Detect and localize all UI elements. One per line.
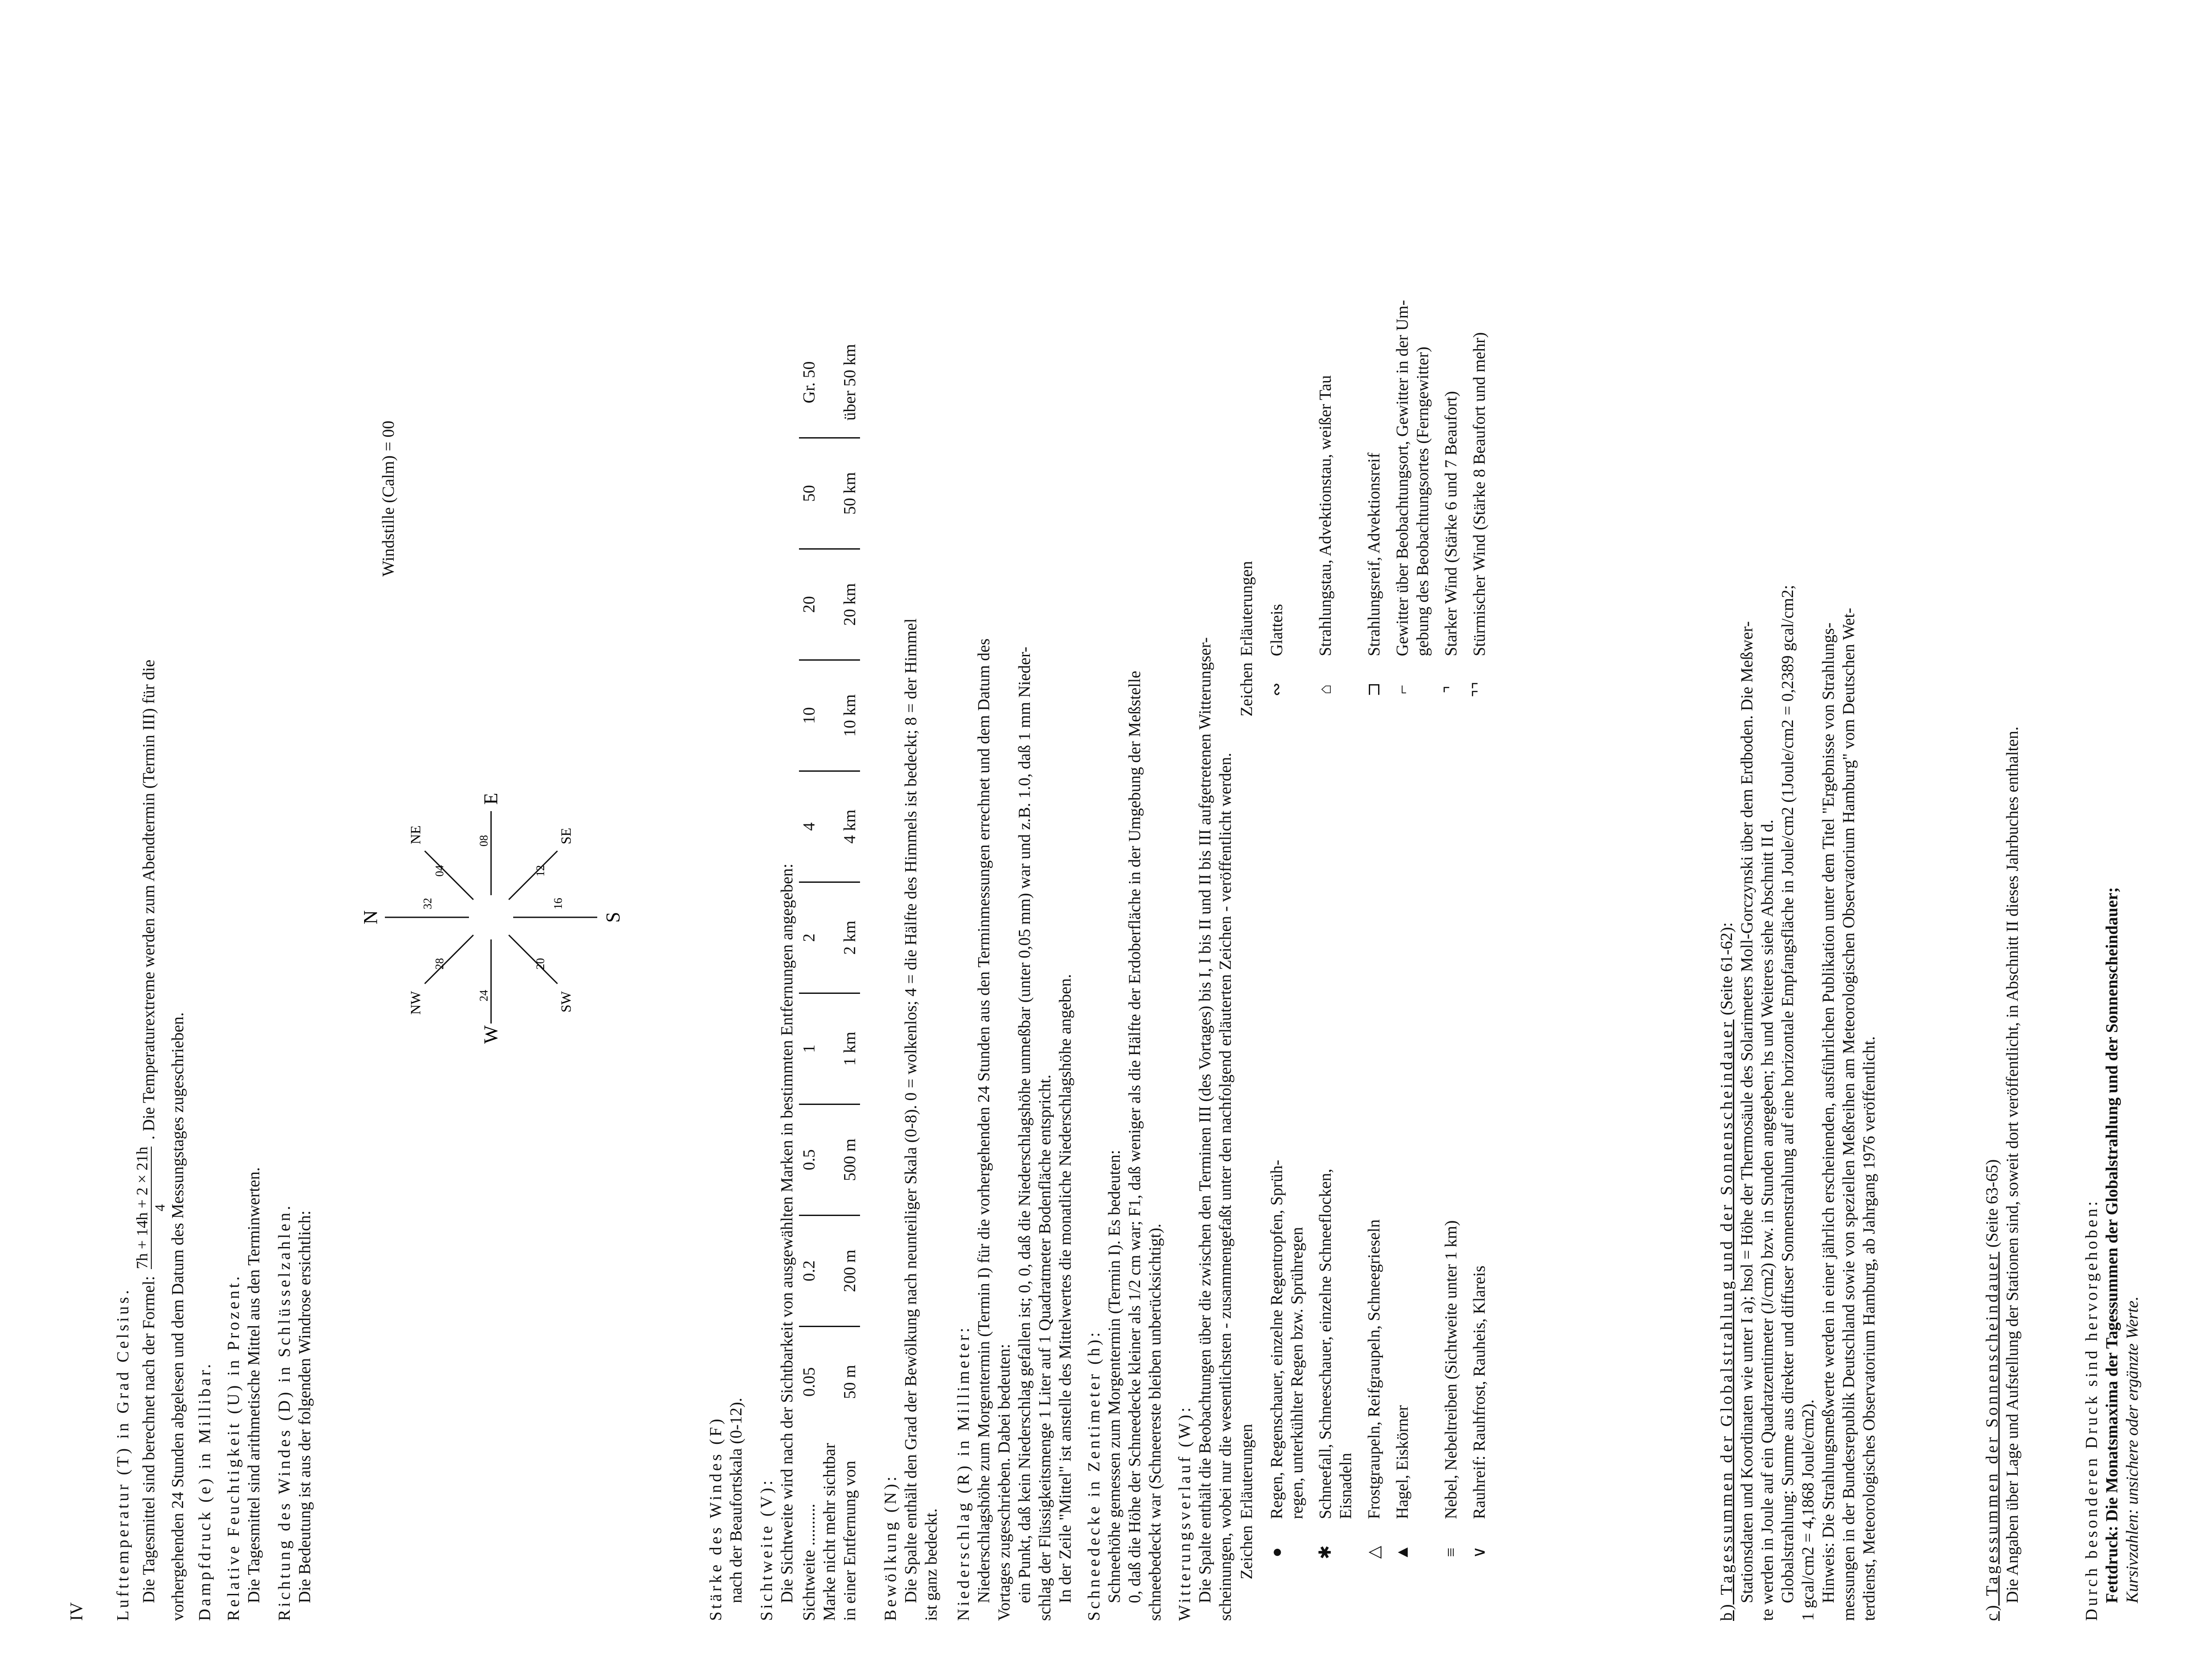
- precipitation-line: Niederschlagshöhe zum Morgentermin (Termin I) für die vorhergehenden 24 Stunden aus den Terminmessungen errechnet und dem Datum des: [975, 638, 993, 1603]
- weather-explanation: Rauhreif: Rauhfrost, Rauheis, Klareis: [1470, 1265, 1489, 1519]
- rose-label-sw: SW: [558, 991, 574, 1012]
- sunshine-text: Die Angaben über Lage und Aufstellung der Stationen sind, soweit dort veröffentlicht, in Abschnitt II dieses Jahrbuches enthalten.: [2003, 726, 2022, 1603]
- section-global-radiation: [1717, 19, 1879, 1621]
- thunderstorm-symbol-icon: ⌐: [1393, 685, 1412, 694]
- hail-symbol-icon: ▲: [1393, 1544, 1412, 1561]
- global-radiation-line: Hinweis: Die Strahlungsmeßwerte werden in einer jährlich erscheinenden, ausführlichen Publikation unter dem Titel "Ergebnisse von Strahlungs-: [1819, 622, 1838, 1603]
- col-header-explanation: Erläuterungen: [1237, 1424, 1256, 1519]
- cloud-cover-heading: Bewölkung (N):: [881, 1474, 900, 1621]
- rose-label-w: W: [480, 1025, 502, 1044]
- visibility-distance: 20 km: [840, 549, 860, 660]
- wind-direction-heading: Richtung des Windes (D) in Schlüsselzahlen.: [275, 1203, 294, 1621]
- section-weather-history: [1175, 28, 1236, 1621]
- snow-cover-heading: Schneedecke in Zentimeter (h):: [1085, 1330, 1103, 1621]
- rain-symbol-icon: ●: [1267, 1547, 1286, 1558]
- weather-symbols-left: [1237, 833, 1490, 1585]
- frost-symbol-icon: ⊐: [1365, 682, 1383, 697]
- visibility-distance: 50 m: [841, 1365, 859, 1399]
- global-radiation-line: 1 gcal/cm2 = 4,1868 Joule/cm2).: [1799, 1399, 1817, 1621]
- rose-label-e: E: [480, 793, 502, 805]
- rose-label-ne: NE: [407, 825, 423, 844]
- wind-force-heading: Stärke des Windes (F): [707, 1416, 725, 1621]
- visibility-distance: 4 km: [840, 771, 860, 882]
- weather-explanation: Glatteis: [1267, 604, 1286, 656]
- weather-explanation: Strahlungsreif, Advektionsreif: [1365, 452, 1383, 656]
- rose-code-08: 08: [477, 835, 490, 847]
- precipitation-line: ein Punkt, daß kein Niederschlag gefallen ist; 0, 0, daß die Niederschlagshöhe unmeßbar (unter 0,05 mm) war und z.B. 1.0, daß 1 mm Nieder-: [1015, 647, 1034, 1603]
- weather-explanation: Stürmischer Wind (Stärke 8 Beaufort und mehr): [1470, 332, 1489, 656]
- visibility-distance: 1 km: [840, 993, 860, 1104]
- visibility-distance: 50 km: [840, 438, 860, 549]
- wind-direction-text: Die Bedeutung ist aus der folgenden Windrose ersichtlich:: [296, 1210, 314, 1603]
- col-header-symbol: Zeichen: [1237, 662, 1256, 717]
- cloud-cover-text-2: ist ganz bedeckt.: [922, 1508, 941, 1621]
- visibility-value: 1: [799, 993, 819, 1104]
- snow-cover-line: Schneehöhe gemessen zum Morgentermin (Termin I). Es bedeuten:: [1105, 1150, 1124, 1603]
- weather-explanation: Hagel, Eiskörner: [1393, 1405, 1412, 1519]
- global-radiation-line: te werden in Joule auf ein Quadratzentimeter (J/cm2) bzw. in Stunden angegeben; hs und Weiteres siehe Abschnitt II d.: [1758, 820, 1777, 1621]
- temperature-heading: Lufttemperatur (T) in Grad Celsius.: [114, 1287, 132, 1621]
- section-visibility: [757, 327, 860, 1621]
- visibility-row-label: in einer Entfernung von: [841, 1461, 859, 1621]
- temperature-line-2: vorhergehenden 24 Stunden abgelesen und dem Datum des Messungstages zugeschrieben.: [169, 1012, 187, 1621]
- rime-symbol-icon: ∨: [1470, 1546, 1489, 1559]
- weather-explanation: Gewitter über Beobachtungsort, Gewitter in der Um-: [1393, 300, 1412, 656]
- section-snow-cover: [1084, 28, 1165, 1621]
- humidity-text: Die Tagesmittel sind arithmetische Mittel aus den Terminwerten.: [245, 1167, 263, 1603]
- visibility-distance: 500 m: [840, 1104, 860, 1215]
- section-cloud-cover: [880, 28, 941, 1621]
- print-notes-italic: Kursivzahlen: unsichere oder ergänzte Werte.: [2123, 1296, 2142, 1603]
- cloud-cover-text: Die Spalte enthält den Grad der Bewölkung nach neunteiliger Skala (0-8). 0 = wolkenlos; 4 = die Hälfte des Himmels ist bedeckt; 8 = der Himmel: [902, 618, 920, 1603]
- wind-force-text: nach der Beaufortskala (0-12).: [727, 1397, 745, 1603]
- weather-explanation: Nebel, Nebeltreiben (Sichtweite unter 1 km): [1442, 1220, 1460, 1519]
- precipitation-line: schlag der Flüssigkeitsmenge 1 Liter auf 1 Quadratmeter Bodenfläche entspricht.: [1036, 1074, 1054, 1621]
- section-precipitation: [953, 28, 1075, 1621]
- visibility-distance: 10 km: [840, 660, 860, 771]
- formula-numerator: 7h + 14h + 2 × 21h: [133, 1147, 151, 1269]
- col-header-symbol: Zeichen: [1237, 1525, 1256, 1580]
- visibility-value: 50: [799, 438, 819, 549]
- weather-symbols-right: [1237, 15, 1490, 723]
- visibility-distance: über 50 km: [840, 327, 860, 438]
- dew-symbol-icon: ⌂: [1316, 684, 1335, 695]
- visibility-value: 4: [799, 771, 819, 882]
- rose-code-12: 12: [534, 865, 547, 877]
- global-radiation-line: terdienst, Meteorologisches Observatorium Hamburg, ab Jahrgang 1976 veröffentlicht.: [1860, 1036, 1878, 1621]
- global-radiation-line: Globalstrahlung: Summe aus direkter und diffuser Sonnenstrahlung auf eine horizontale Empfangsfläche in Joule/cm2 (1Joule/cm2 = 0,2389 gcal/cm2;: [1778, 585, 1797, 1603]
- rose-label-se: SE: [558, 827, 574, 844]
- rose-code-16: 16: [552, 898, 565, 909]
- global-radiation-heading: b) Tagessummen der Globalstrahlung und der Sonnenscheindauer: [1717, 1019, 1736, 1621]
- section-temperature: [113, 28, 188, 1621]
- rose-label-nw: NW: [407, 991, 423, 1015]
- visibility-distance: 2 km: [840, 882, 860, 993]
- visibility-value: 0.05: [800, 1367, 818, 1397]
- global-radiation-pages: (Seite 61-62):: [1717, 922, 1736, 1016]
- wind-rose: [349, 749, 633, 1085]
- rose-code-20: 20: [534, 958, 547, 970]
- print-notes-bold: Fettdruck: Die Monatsmaxima der Tagessummen der Globalstrahlung und der Sonnenscheindauer;: [2103, 887, 2121, 1603]
- global-radiation-line: Stationsdaten und Koordinaten wie unter I a); hsol = Höhe der Thermosäule des Solarimeters Moll-Gorczynski über dem Erdboden. Die Meßwer-: [1738, 621, 1756, 1603]
- visibility-value: 0.2: [799, 1215, 819, 1326]
- snow-symbol-icon: ✱: [1316, 1545, 1335, 1559]
- temperature-extremes-text: . Die Temperaturextreme werden zum Abendtermin (Termin III) für die: [139, 659, 158, 1140]
- weather-history-text: Die Spalte enthält die Beobachtungen über die zwischen den Terminen III (des Vortages) bis I, I bis II und II bis III aufgetretenen Witterungser-: [1196, 637, 1214, 1603]
- visibility-value: 20: [799, 549, 819, 660]
- section-sunshine: [1982, 28, 2023, 1621]
- vapor-pressure-heading: Dampfdruck (e) in Millibar.: [196, 1361, 214, 1621]
- strong-wind-symbol-icon: ⌝: [1442, 685, 1460, 693]
- humidity-heading: Relative Feuchtigkeit (U) in Prozent.: [224, 1274, 243, 1621]
- visibility-row-label: Marke nicht mehr sichtbar: [820, 1443, 839, 1621]
- weather-history-text-2: scheinungen, wobei nur die wesentlichsten - zusammengefaßt unter den nachfolgend erläuterten Zeichen - veröffentlicht werden.: [1216, 753, 1235, 1621]
- precipitation-line: Vortages zugeschrieben. Dabei bedeuten:: [995, 1343, 1014, 1621]
- section-humidity: [223, 1167, 264, 1621]
- section-wind-force: [706, 1398, 746, 1621]
- section-print-notes: [2081, 28, 2143, 1621]
- glaze-symbol-icon: ∾: [1267, 682, 1286, 697]
- rose-label-s: S: [602, 912, 624, 923]
- rose-code-04: 04: [433, 865, 446, 877]
- temperature-formula-intro: Die Tagesmittel sind berechnet nach der Formel:: [139, 1276, 158, 1603]
- snow-cover-line: schneebedeckt war (Schneereste bleiben unberücksichtigt).: [1146, 1224, 1164, 1621]
- visibility-heading: Sichtweite (V):: [757, 1478, 776, 1621]
- print-notes-heading: Durch besonderen Druck sind hervorgehoben:: [2082, 1198, 2101, 1621]
- temperature-formula: [133, 1147, 168, 1269]
- visibility-value: 2: [799, 882, 819, 993]
- weather-explanation-cont: Eisnadeln: [1336, 1453, 1355, 1519]
- weather-explanation: Regen, Regenschauer, einzelne Regentropfen, Sprüh-: [1267, 1159, 1286, 1519]
- visibility-distance: 200 m: [840, 1215, 860, 1326]
- weather-explanation-cont: gebung des Beobachtungsortes (Ferngewitter): [1413, 346, 1432, 656]
- visibility-text: Die Sichtweite wird nach der Sichtbarkeit von ausgewählten Marken in bestimmten Entfernungen angegeben:: [778, 863, 796, 1603]
- formula-denominator: 4: [152, 1204, 168, 1212]
- visibility-table: [799, 327, 860, 1621]
- visibility-value: 10: [799, 660, 819, 771]
- visibility-value: 0.5: [799, 1104, 819, 1215]
- page-number: IV: [66, 1602, 86, 1621]
- section-wind-direction: [274, 1203, 315, 1621]
- snow-cover-line: 0, daß die Höhe der Schneedecke kleiner als 1/2 cm war; F1, daß weniger als die Hälfte der Erdoberfläche in der Umgebung der Meßstelle: [1125, 670, 1144, 1603]
- visibility-row-label: Sichtweite ..........: [800, 1504, 818, 1621]
- col-header-explanation: Erläuterungen: [1237, 561, 1256, 656]
- weather-explanation: Starker Wind (Stärke 6 und 7 Beaufort): [1442, 391, 1460, 656]
- weather-explanation: Schneefall, Schneeschauer, einzelne Schneeflocken,: [1316, 1169, 1335, 1519]
- sunshine-pages: (Seite 63-65): [1983, 1159, 2001, 1248]
- weather-explanation-cont: regen, unterkühlter Regen bzw. Sprühregen: [1288, 1227, 1306, 1519]
- visibility-value: Gr. 50: [799, 327, 819, 438]
- rose-code-24: 24: [477, 990, 490, 1001]
- rose-code-32: 32: [421, 898, 434, 909]
- rose-code-28: 28: [433, 958, 446, 970]
- sunshine-heading: c) Tagessummen der Sonnenscheindauer: [1983, 1251, 2001, 1621]
- weather-explanation: Frostgraupeln, Reifgraupeln, Schneegrieseln: [1365, 1219, 1383, 1519]
- weather-history-heading: Witterungsverlauf (W):: [1175, 1405, 1194, 1621]
- storm-symbol-icon: ⌝⌝: [1470, 681, 1489, 697]
- wind-calm-note: Windstille (Calm) = 00: [379, 420, 398, 577]
- graupel-symbol-icon: △: [1365, 1546, 1383, 1559]
- precipitation-line: In der Zeile "Mittel" ist anstelle des Mittelwertes die monatliche Niederschlagshöhe angeben.: [1056, 974, 1075, 1603]
- rose-label-n: N: [360, 910, 381, 924]
- precipitation-heading: Niederschlag (R) in Millimeter:: [954, 1325, 973, 1621]
- global-radiation-line: messungen in der Bundesrepublik Deutschland sowie von speziellen Meßreihen am Meteorologischen Observatorium Hamburg" vom Deutschen Wet-: [1839, 608, 1858, 1621]
- weather-explanation: Strahlungstau, Advektionstau, weißer Tau: [1316, 375, 1335, 656]
- fog-symbol-icon: ≡: [1442, 1547, 1460, 1557]
